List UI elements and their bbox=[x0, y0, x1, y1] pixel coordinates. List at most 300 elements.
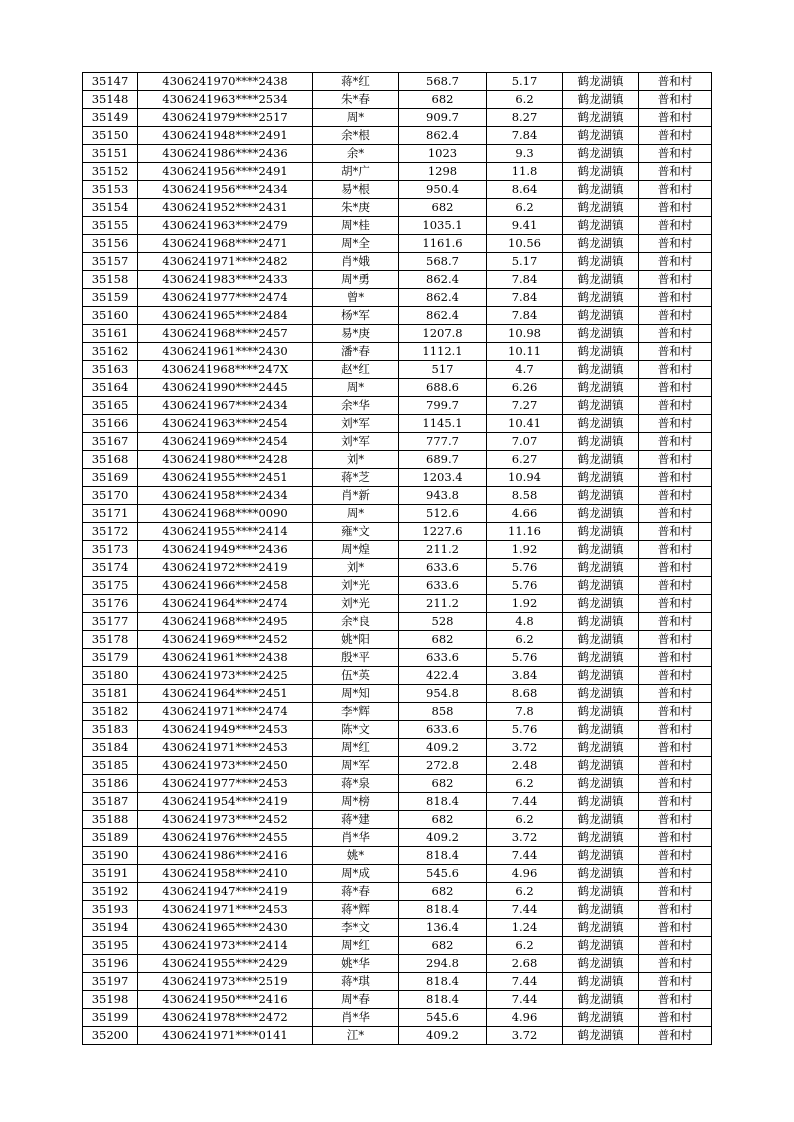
village-cell: 普和村 bbox=[639, 883, 712, 901]
id-number-cell: 4306241969****2454 bbox=[138, 433, 313, 451]
table-row bbox=[83, 775, 712, 793]
table-row bbox=[83, 73, 712, 91]
village-cell: 普和村 bbox=[639, 379, 712, 397]
name-cell: 杨*军 bbox=[313, 307, 399, 325]
amount-cell: 272.8 bbox=[399, 757, 487, 775]
name-cell: 刘*军 bbox=[313, 415, 399, 433]
amount-cell: 682 bbox=[399, 883, 487, 901]
amount-cell: 862.4 bbox=[399, 307, 487, 325]
town-cell: 鹤龙湖镇 bbox=[563, 865, 639, 883]
amount-cell: 1112.1 bbox=[399, 343, 487, 361]
name-cell: 周* bbox=[313, 379, 399, 397]
value-cell: 4.96 bbox=[487, 865, 563, 883]
id-number-cell: 4306241964****2451 bbox=[138, 685, 313, 703]
id-number-cell: 4306241973****2414 bbox=[138, 937, 313, 955]
town-cell: 鹤龙湖镇 bbox=[563, 613, 639, 631]
value-cell: 5.76 bbox=[487, 559, 563, 577]
id-number-cell: 4306241958****2434 bbox=[138, 487, 313, 505]
village-cell: 普和村 bbox=[639, 631, 712, 649]
id-number-cell: 4306241948****2491 bbox=[138, 127, 313, 145]
table-row bbox=[83, 1027, 712, 1045]
value-cell: 5.76 bbox=[487, 649, 563, 667]
town-cell: 鹤龙湖镇 bbox=[563, 919, 639, 937]
table-row bbox=[83, 595, 712, 613]
table-row bbox=[83, 883, 712, 901]
name-cell: 肖*娥 bbox=[313, 253, 399, 271]
amount-cell: 1023 bbox=[399, 145, 487, 163]
id-number-cell: 4306241966****2458 bbox=[138, 577, 313, 595]
value-cell: 3.84 bbox=[487, 667, 563, 685]
village-cell: 普和村 bbox=[639, 973, 712, 991]
row-number-cell: 35160 bbox=[83, 307, 138, 325]
table-row bbox=[83, 721, 712, 739]
value-cell: 3.72 bbox=[487, 829, 563, 847]
amount-cell: 545.6 bbox=[399, 865, 487, 883]
row-number-cell: 35147 bbox=[83, 73, 138, 91]
amount-cell: 682 bbox=[399, 775, 487, 793]
value-cell: 7.44 bbox=[487, 901, 563, 919]
name-cell: 余*根 bbox=[313, 127, 399, 145]
village-cell: 普和村 bbox=[639, 181, 712, 199]
amount-cell: 950.4 bbox=[399, 181, 487, 199]
table-row bbox=[83, 127, 712, 145]
village-cell: 普和村 bbox=[639, 937, 712, 955]
table-row bbox=[83, 145, 712, 163]
value-cell: 11.16 bbox=[487, 523, 563, 541]
row-number-cell: 35174 bbox=[83, 559, 138, 577]
id-number-cell: 4306241970****2438 bbox=[138, 73, 313, 91]
id-number-cell: 4306241950****2416 bbox=[138, 991, 313, 1009]
name-cell: 余* bbox=[313, 145, 399, 163]
town-cell: 鹤龙湖镇 bbox=[563, 937, 639, 955]
value-cell: 9.3 bbox=[487, 145, 563, 163]
town-cell: 鹤龙湖镇 bbox=[563, 757, 639, 775]
value-cell: 2.68 bbox=[487, 955, 563, 973]
town-cell: 鹤龙湖镇 bbox=[563, 1027, 639, 1045]
id-number-cell: 4306241963****2454 bbox=[138, 415, 313, 433]
id-number-cell: 4306241986****2416 bbox=[138, 847, 313, 865]
row-number-cell: 35187 bbox=[83, 793, 138, 811]
id-number-cell: 4306241947****2419 bbox=[138, 883, 313, 901]
amount-cell: 633.6 bbox=[399, 577, 487, 595]
village-cell: 普和村 bbox=[639, 523, 712, 541]
row-number-cell: 35167 bbox=[83, 433, 138, 451]
amount-cell: 818.4 bbox=[399, 901, 487, 919]
row-number-cell: 35177 bbox=[83, 613, 138, 631]
row-number-cell: 35182 bbox=[83, 703, 138, 721]
amount-cell: 682 bbox=[399, 811, 487, 829]
town-cell: 鹤龙湖镇 bbox=[563, 559, 639, 577]
town-cell: 鹤龙湖镇 bbox=[563, 703, 639, 721]
village-cell: 普和村 bbox=[639, 991, 712, 1009]
table-row bbox=[83, 667, 712, 685]
value-cell: 7.07 bbox=[487, 433, 563, 451]
table-body bbox=[83, 73, 712, 1045]
id-number-cell: 4306241949****2453 bbox=[138, 721, 313, 739]
row-number-cell: 35199 bbox=[83, 1009, 138, 1027]
town-cell: 鹤龙湖镇 bbox=[563, 739, 639, 757]
name-cell: 江* bbox=[313, 1027, 399, 1045]
town-cell: 鹤龙湖镇 bbox=[563, 361, 639, 379]
value-cell: 8.68 bbox=[487, 685, 563, 703]
town-cell: 鹤龙湖镇 bbox=[563, 415, 639, 433]
village-cell: 普和村 bbox=[639, 1027, 712, 1045]
town-cell: 鹤龙湖镇 bbox=[563, 667, 639, 685]
table-row bbox=[83, 1009, 712, 1027]
row-number-cell: 35157 bbox=[83, 253, 138, 271]
table-row bbox=[83, 325, 712, 343]
name-cell: 刘*光 bbox=[313, 595, 399, 613]
name-cell: 朱*庚 bbox=[313, 199, 399, 217]
name-cell: 周*桂 bbox=[313, 217, 399, 235]
village-cell: 普和村 bbox=[639, 865, 712, 883]
town-cell: 鹤龙湖镇 bbox=[563, 973, 639, 991]
village-cell: 普和村 bbox=[639, 703, 712, 721]
amount-cell: 818.4 bbox=[399, 847, 487, 865]
name-cell: 周* bbox=[313, 505, 399, 523]
village-cell: 普和村 bbox=[639, 145, 712, 163]
value-cell: 1.92 bbox=[487, 595, 563, 613]
row-number-cell: 35152 bbox=[83, 163, 138, 181]
table-row bbox=[83, 379, 712, 397]
row-number-cell: 35196 bbox=[83, 955, 138, 973]
value-cell: 8.27 bbox=[487, 109, 563, 127]
table-row bbox=[83, 451, 712, 469]
row-number-cell: 35189 bbox=[83, 829, 138, 847]
amount-cell: 858 bbox=[399, 703, 487, 721]
value-cell: 8.64 bbox=[487, 181, 563, 199]
value-cell: 6.2 bbox=[487, 775, 563, 793]
id-number-cell: 4306241963****2534 bbox=[138, 91, 313, 109]
amount-cell: 1298 bbox=[399, 163, 487, 181]
id-number-cell: 4306241977****2474 bbox=[138, 289, 313, 307]
id-number-cell: 4306241971****2453 bbox=[138, 739, 313, 757]
table-row bbox=[83, 505, 712, 523]
village-cell: 普和村 bbox=[639, 271, 712, 289]
id-number-cell: 4306241971****2453 bbox=[138, 901, 313, 919]
table-row bbox=[83, 991, 712, 1009]
amount-cell: 954.8 bbox=[399, 685, 487, 703]
value-cell: 6.2 bbox=[487, 811, 563, 829]
row-number-cell: 35170 bbox=[83, 487, 138, 505]
id-number-cell: 4306241969****2452 bbox=[138, 631, 313, 649]
table-row bbox=[83, 937, 712, 955]
amount-cell: 528 bbox=[399, 613, 487, 631]
village-cell: 普和村 bbox=[639, 253, 712, 271]
id-number-cell: 4306241973****2452 bbox=[138, 811, 313, 829]
value-cell: 4.7 bbox=[487, 361, 563, 379]
village-cell: 普和村 bbox=[639, 667, 712, 685]
value-cell: 10.41 bbox=[487, 415, 563, 433]
name-cell: 殷*平 bbox=[313, 649, 399, 667]
town-cell: 鹤龙湖镇 bbox=[563, 163, 639, 181]
town-cell: 鹤龙湖镇 bbox=[563, 523, 639, 541]
id-number-cell: 4306241955****2429 bbox=[138, 955, 313, 973]
table-row bbox=[83, 541, 712, 559]
village-cell: 普和村 bbox=[639, 685, 712, 703]
id-number-cell: 4306241973****2519 bbox=[138, 973, 313, 991]
village-cell: 普和村 bbox=[639, 505, 712, 523]
village-cell: 普和村 bbox=[639, 775, 712, 793]
amount-cell: 682 bbox=[399, 199, 487, 217]
id-number-cell: 4306241955****2451 bbox=[138, 469, 313, 487]
row-number-cell: 35155 bbox=[83, 217, 138, 235]
table-row bbox=[83, 91, 712, 109]
name-cell: 陈*文 bbox=[313, 721, 399, 739]
village-cell: 普和村 bbox=[639, 325, 712, 343]
name-cell: 周*煌 bbox=[313, 541, 399, 559]
town-cell: 鹤龙湖镇 bbox=[563, 469, 639, 487]
row-number-cell: 35169 bbox=[83, 469, 138, 487]
table-row bbox=[83, 703, 712, 721]
amount-cell: 568.7 bbox=[399, 73, 487, 91]
name-cell: 周*春 bbox=[313, 991, 399, 1009]
table-row bbox=[83, 271, 712, 289]
village-cell: 普和村 bbox=[639, 307, 712, 325]
row-number-cell: 35149 bbox=[83, 109, 138, 127]
name-cell: 周*勇 bbox=[313, 271, 399, 289]
town-cell: 鹤龙湖镇 bbox=[563, 991, 639, 1009]
amount-cell: 862.4 bbox=[399, 289, 487, 307]
row-number-cell: 35164 bbox=[83, 379, 138, 397]
name-cell: 周*红 bbox=[313, 739, 399, 757]
row-number-cell: 35173 bbox=[83, 541, 138, 559]
amount-cell: 688.6 bbox=[399, 379, 487, 397]
value-cell: 3.72 bbox=[487, 1027, 563, 1045]
table-row bbox=[83, 559, 712, 577]
name-cell: 姚*华 bbox=[313, 955, 399, 973]
table-row bbox=[83, 469, 712, 487]
town-cell: 鹤龙湖镇 bbox=[563, 829, 639, 847]
table-row bbox=[83, 919, 712, 937]
value-cell: 4.96 bbox=[487, 1009, 563, 1027]
table-row bbox=[83, 739, 712, 757]
town-cell: 鹤龙湖镇 bbox=[563, 631, 639, 649]
id-number-cell: 4306241986****2436 bbox=[138, 145, 313, 163]
name-cell: 周*成 bbox=[313, 865, 399, 883]
row-number-cell: 35180 bbox=[83, 667, 138, 685]
id-number-cell: 4306241965****2484 bbox=[138, 307, 313, 325]
row-number-cell: 35193 bbox=[83, 901, 138, 919]
town-cell: 鹤龙湖镇 bbox=[563, 721, 639, 739]
table-row bbox=[83, 235, 712, 253]
name-cell: 周*全 bbox=[313, 235, 399, 253]
value-cell: 5.76 bbox=[487, 577, 563, 595]
name-cell: 姚* bbox=[313, 847, 399, 865]
amount-cell: 818.4 bbox=[399, 793, 487, 811]
value-cell: 10.94 bbox=[487, 469, 563, 487]
village-cell: 普和村 bbox=[639, 163, 712, 181]
id-number-cell: 4306241983****2433 bbox=[138, 271, 313, 289]
row-number-cell: 35190 bbox=[83, 847, 138, 865]
town-cell: 鹤龙湖镇 bbox=[563, 775, 639, 793]
amount-cell: 633.6 bbox=[399, 649, 487, 667]
name-cell: 周*军 bbox=[313, 757, 399, 775]
row-number-cell: 35192 bbox=[83, 883, 138, 901]
value-cell: 7.84 bbox=[487, 289, 563, 307]
town-cell: 鹤龙湖镇 bbox=[563, 145, 639, 163]
village-cell: 普和村 bbox=[639, 649, 712, 667]
amount-cell: 1161.6 bbox=[399, 235, 487, 253]
amount-cell: 633.6 bbox=[399, 721, 487, 739]
id-number-cell: 4306241968****247X bbox=[138, 361, 313, 379]
id-number-cell: 4306241971****2482 bbox=[138, 253, 313, 271]
name-cell: 周*红 bbox=[313, 937, 399, 955]
town-cell: 鹤龙湖镇 bbox=[563, 901, 639, 919]
row-number-cell: 35151 bbox=[83, 145, 138, 163]
village-cell: 普和村 bbox=[639, 199, 712, 217]
village-cell: 普和村 bbox=[639, 235, 712, 253]
village-cell: 普和村 bbox=[639, 577, 712, 595]
row-number-cell: 35165 bbox=[83, 397, 138, 415]
village-cell: 普和村 bbox=[639, 559, 712, 577]
village-cell: 普和村 bbox=[639, 91, 712, 109]
id-number-cell: 4306241973****2450 bbox=[138, 757, 313, 775]
village-cell: 普和村 bbox=[639, 1009, 712, 1027]
row-number-cell: 35186 bbox=[83, 775, 138, 793]
amount-cell: 682 bbox=[399, 91, 487, 109]
table-row bbox=[83, 847, 712, 865]
amount-cell: 211.2 bbox=[399, 541, 487, 559]
name-cell: 蒋*建 bbox=[313, 811, 399, 829]
amount-cell: 409.2 bbox=[399, 829, 487, 847]
amount-cell: 682 bbox=[399, 937, 487, 955]
id-number-cell: 4306241990****2445 bbox=[138, 379, 313, 397]
town-cell: 鹤龙湖镇 bbox=[563, 577, 639, 595]
village-cell: 普和村 bbox=[639, 109, 712, 127]
town-cell: 鹤龙湖镇 bbox=[563, 91, 639, 109]
town-cell: 鹤龙湖镇 bbox=[563, 883, 639, 901]
table-row bbox=[83, 757, 712, 775]
value-cell: 1.24 bbox=[487, 919, 563, 937]
village-cell: 普和村 bbox=[639, 793, 712, 811]
row-number-cell: 35188 bbox=[83, 811, 138, 829]
row-number-cell: 35184 bbox=[83, 739, 138, 757]
table-row bbox=[83, 649, 712, 667]
town-cell: 鹤龙湖镇 bbox=[563, 649, 639, 667]
table-row bbox=[83, 631, 712, 649]
id-number-cell: 4306241968****0090 bbox=[138, 505, 313, 523]
name-cell: 姚*阳 bbox=[313, 631, 399, 649]
table-row bbox=[83, 181, 712, 199]
name-cell: 赵*红 bbox=[313, 361, 399, 379]
table-row bbox=[83, 415, 712, 433]
id-number-cell: 4306241977****2453 bbox=[138, 775, 313, 793]
village-cell: 普和村 bbox=[639, 811, 712, 829]
row-number-cell: 35156 bbox=[83, 235, 138, 253]
amount-cell: 909.7 bbox=[399, 109, 487, 127]
amount-cell: 818.4 bbox=[399, 973, 487, 991]
amount-cell: 862.4 bbox=[399, 271, 487, 289]
town-cell: 鹤龙湖镇 bbox=[563, 505, 639, 523]
town-cell: 鹤龙湖镇 bbox=[563, 271, 639, 289]
id-number-cell: 4306241980****2428 bbox=[138, 451, 313, 469]
table-row bbox=[83, 811, 712, 829]
value-cell: 6.27 bbox=[487, 451, 563, 469]
town-cell: 鹤龙湖镇 bbox=[563, 127, 639, 145]
value-cell: 7.84 bbox=[487, 127, 563, 145]
village-cell: 普和村 bbox=[639, 289, 712, 307]
town-cell: 鹤龙湖镇 bbox=[563, 307, 639, 325]
id-number-cell: 4306241955****2414 bbox=[138, 523, 313, 541]
name-cell: 刘* bbox=[313, 451, 399, 469]
id-number-cell: 4306241956****2491 bbox=[138, 163, 313, 181]
table-row bbox=[83, 361, 712, 379]
village-cell: 普和村 bbox=[639, 433, 712, 451]
table-row bbox=[83, 901, 712, 919]
amount-cell: 1203.4 bbox=[399, 469, 487, 487]
value-cell: 4.8 bbox=[487, 613, 563, 631]
value-cell: 7.84 bbox=[487, 271, 563, 289]
table-row bbox=[83, 253, 712, 271]
value-cell: 7.44 bbox=[487, 847, 563, 865]
table-row bbox=[83, 289, 712, 307]
table-row bbox=[83, 199, 712, 217]
row-number-cell: 35162 bbox=[83, 343, 138, 361]
town-cell: 鹤龙湖镇 bbox=[563, 181, 639, 199]
id-number-cell: 4306241968****2457 bbox=[138, 325, 313, 343]
value-cell: 7.27 bbox=[487, 397, 563, 415]
amount-cell: 1145.1 bbox=[399, 415, 487, 433]
village-cell: 普和村 bbox=[639, 451, 712, 469]
village-cell: 普和村 bbox=[639, 739, 712, 757]
town-cell: 鹤龙湖镇 bbox=[563, 541, 639, 559]
town-cell: 鹤龙湖镇 bbox=[563, 811, 639, 829]
row-number-cell: 35183 bbox=[83, 721, 138, 739]
value-cell: 7.8 bbox=[487, 703, 563, 721]
row-number-cell: 35153 bbox=[83, 181, 138, 199]
table-row bbox=[83, 433, 712, 451]
name-cell: 伍*英 bbox=[313, 667, 399, 685]
value-cell: 6.2 bbox=[487, 631, 563, 649]
id-number-cell: 4306241968****2471 bbox=[138, 235, 313, 253]
id-number-cell: 4306241979****2517 bbox=[138, 109, 313, 127]
town-cell: 鹤龙湖镇 bbox=[563, 199, 639, 217]
row-number-cell: 35171 bbox=[83, 505, 138, 523]
name-cell: 周*榜 bbox=[313, 793, 399, 811]
name-cell: 周*知 bbox=[313, 685, 399, 703]
village-cell: 普和村 bbox=[639, 469, 712, 487]
name-cell: 肖*新 bbox=[313, 487, 399, 505]
value-cell: 7.44 bbox=[487, 991, 563, 1009]
name-cell: 蒋*红 bbox=[313, 73, 399, 91]
town-cell: 鹤龙湖镇 bbox=[563, 955, 639, 973]
row-number-cell: 35195 bbox=[83, 937, 138, 955]
row-number-cell: 35159 bbox=[83, 289, 138, 307]
name-cell: 蒋*辉 bbox=[313, 901, 399, 919]
id-number-cell: 4306241971****0141 bbox=[138, 1027, 313, 1045]
row-number-cell: 35168 bbox=[83, 451, 138, 469]
id-number-cell: 4306241949****2436 bbox=[138, 541, 313, 559]
table-row bbox=[83, 163, 712, 181]
row-number-cell: 35197 bbox=[83, 973, 138, 991]
name-cell: 刘*军 bbox=[313, 433, 399, 451]
town-cell: 鹤龙湖镇 bbox=[563, 379, 639, 397]
amount-cell: 689.7 bbox=[399, 451, 487, 469]
village-cell: 普和村 bbox=[639, 397, 712, 415]
town-cell: 鹤龙湖镇 bbox=[563, 73, 639, 91]
name-cell: 周* bbox=[313, 109, 399, 127]
row-number-cell: 35191 bbox=[83, 865, 138, 883]
id-number-cell: 4306241968****2495 bbox=[138, 613, 313, 631]
name-cell: 余*华 bbox=[313, 397, 399, 415]
id-number-cell: 4306241958****2410 bbox=[138, 865, 313, 883]
row-number-cell: 35181 bbox=[83, 685, 138, 703]
value-cell: 6.2 bbox=[487, 937, 563, 955]
value-cell: 3.72 bbox=[487, 739, 563, 757]
amount-cell: 1035.1 bbox=[399, 217, 487, 235]
town-cell: 鹤龙湖镇 bbox=[563, 595, 639, 613]
